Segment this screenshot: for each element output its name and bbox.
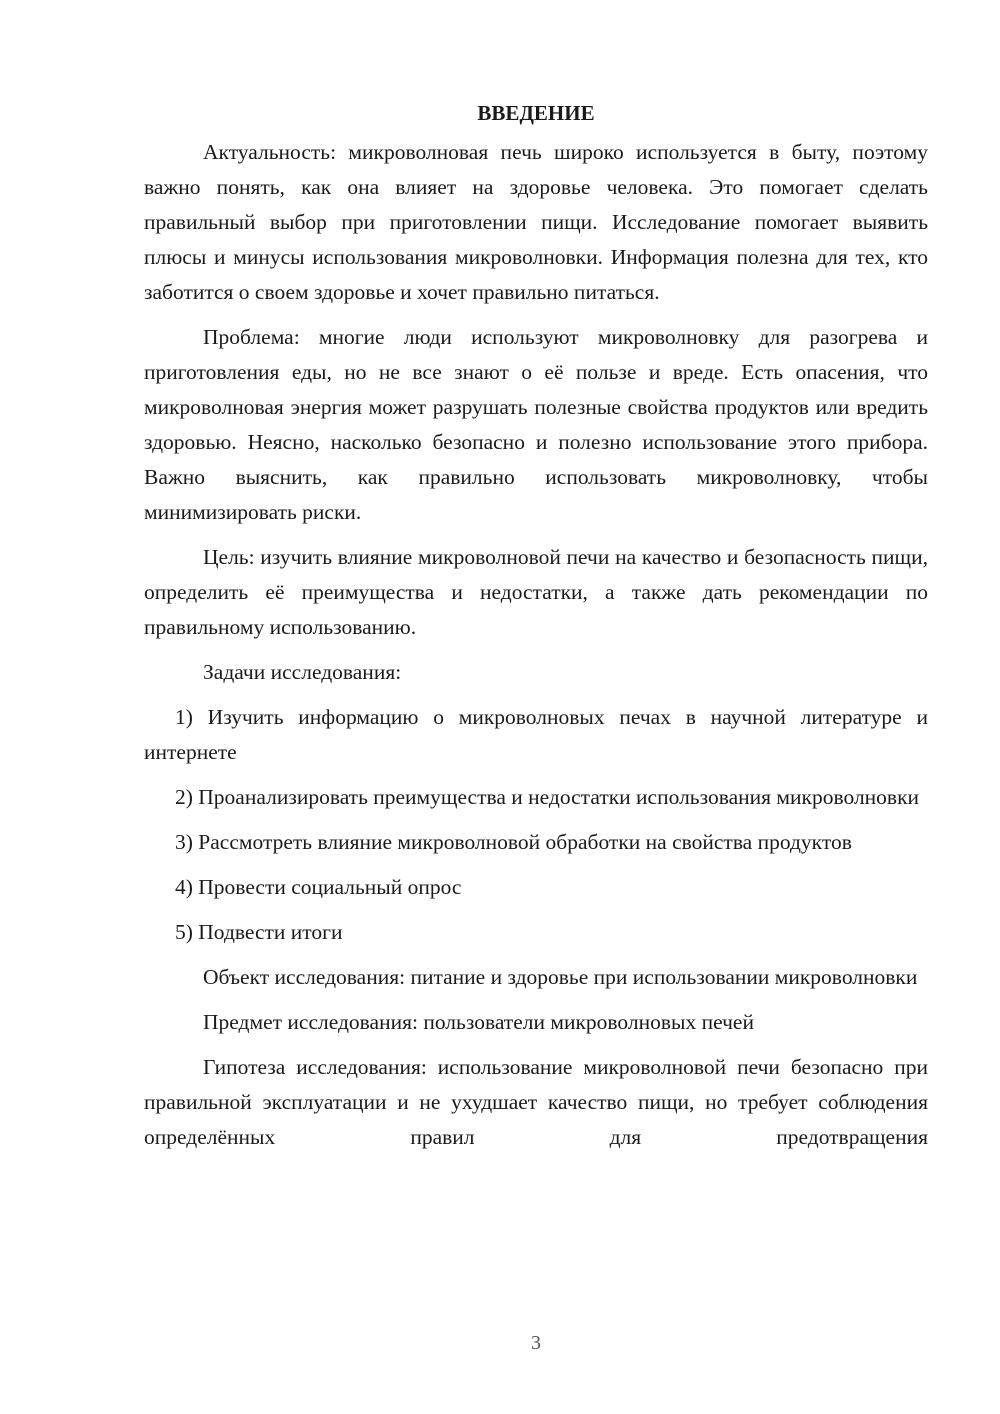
page-number: 3: [531, 1332, 541, 1354]
paragraph-hypothesis: Гипотеза исследования: использование микроволновой печи безопасно при правильной эксплуатации и не ухудшает качество пищи, но требует соблюдения определённых правил для предотвращения: [144, 1055, 928, 1149]
task-item-2: 2) Проанализировать преимущества и недостатки использования микроволновки: [175, 785, 920, 809]
document-page: [144, 96, 928, 1165]
paragraph-object: Объект исследования: питание и здоровье при использовании микроволновки: [203, 965, 918, 989]
paragraph-goal: Цель: изучить влияние микроволновой печи на качество и безопасность пищи, определить её преимущества и недостатки, а также дать рекомендации по правильному использованию.: [144, 545, 928, 639]
task-item-4: 4) Провести социальный опрос: [175, 875, 462, 899]
task-item-1: 1) Изучить информацию о микроволновых печах в научной литературе и интернете: [144, 705, 928, 764]
paragraph-relevance: Актуальность: микроволновая печь широко используется в быту, поэтому важно понять, как она влияет на здоровье человека. Это помогает сделать правильный выбор при приготовлении пищи. Исследование помогает выявить плюсы и минусы использования микроволновки. Информация полезна для тех, кто заботится о своем здоровье и хочет правильно питаться.: [144, 140, 928, 304]
tasks-heading: Задачи исследования:: [203, 660, 402, 684]
task-item-3: 3) Рассмотреть влияние микроволновой обработки на свойства продуктов: [175, 830, 852, 854]
section-title: ВВЕДЕНИЕ: [477, 101, 595, 125]
paragraph-problem: Проблема: многие люди используют микроволновку для разогрева и приготовления еды, но не все знают о её пользе и вреде. Есть опасения, что микроволновая энергия может разрушать полезные свойства продуктов или вредить здоровью. Неясно, насколько безопасно и полезно использование этого прибора. Важно выяснить, как правильно использовать микроволновку, чтобы минимизировать риски.: [144, 325, 928, 524]
paragraph-subject: Предмет исследования: пользователи микроволновых печей: [203, 1010, 754, 1034]
task-item-5: 5) Подвести итоги: [175, 920, 343, 944]
